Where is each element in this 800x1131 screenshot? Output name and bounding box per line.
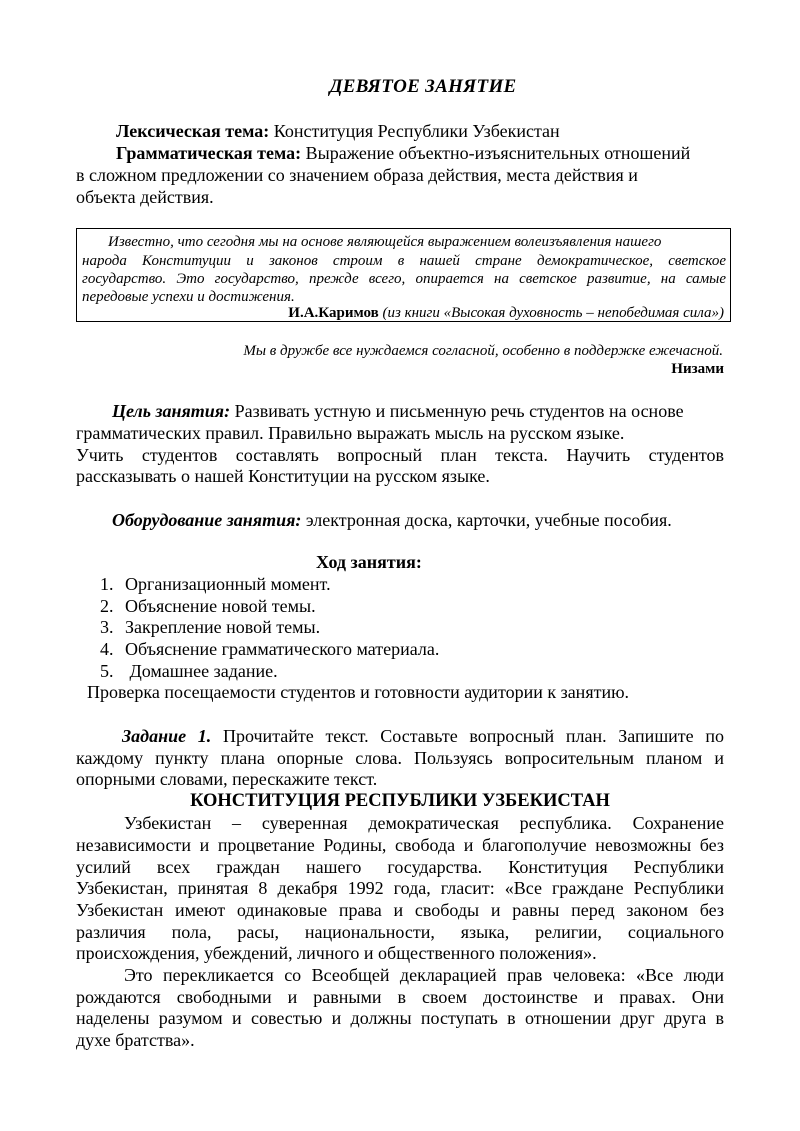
lexical-theme	[116, 121, 560, 143]
paragraph-line: Узбекистан имеют одинаковые права и свободы и равны перед законом без	[76, 900, 724, 920]
epigraph-author: Низами	[671, 361, 724, 377]
task-1	[122, 726, 724, 748]
grammar-theme-line3: объекта действия.	[76, 187, 214, 207]
list-item: Объяснение новой темы.	[125, 596, 316, 616]
list-item: Закрепление новой темы.	[125, 617, 321, 637]
paragraph-line: происхождения, убеждений, личного и общественного положения».	[76, 943, 597, 963]
lesson-equipment-text: электронная доска, карточки, учебные пособия.	[305, 510, 672, 530]
paragraph-line: духе братства».	[76, 1030, 195, 1050]
list-number: 3.	[100, 617, 114, 637]
lesson-equipment-label: Оборудование занятия:	[112, 510, 302, 530]
paragraph-line: независимости и процветание Родины, свобода и благополучие невозможны без	[76, 835, 724, 855]
task-1-label: Задание 1.	[122, 726, 212, 746]
grammar-theme-line1: Выражение объектно-изъяснительных отношений	[305, 143, 691, 163]
quote-line: государство. Это государство, прежде всего, опирается на светское развитие, на самые	[82, 271, 726, 287]
lesson-goal-line3: Учить студентов составлять вопросный план текста. Научить студентов	[76, 445, 724, 465]
grammar-theme-line2: в сложном предложении со значением образа действия, места действия и	[76, 165, 638, 185]
task-1-line3: опорными словами, перескажите текст.	[76, 769, 378, 789]
paragraph-line: усилий всех граждан нашего государства. Конституция Республики	[76, 857, 724, 877]
page-title: ДЕВЯТОЕ ЗАНЯТИЕ	[329, 76, 517, 97]
text-title: КОНСТИТУЦИЯ РЕСПУБЛИКИ УЗБЕКИСТАН	[190, 791, 610, 811]
list-number: 5.	[100, 661, 114, 681]
list-number: 2.	[100, 596, 114, 616]
lexical-theme-label: Лексическая тема:	[116, 121, 270, 141]
list-item: Объяснение грамматического материала.	[125, 639, 440, 659]
quote-author: И.А.Каримов	[288, 305, 379, 321]
paragraph-line: наделены разумом и совестью и должны поступать в отношении друг друга в	[76, 1008, 724, 1028]
quote-box	[76, 228, 731, 322]
quote-source: (из книги «Высокая духовность – непобедимая сила»)	[382, 305, 724, 321]
list-number: 1.	[100, 574, 114, 594]
lesson-goal-line1: Развивать устную и письменную речь студентов на основе	[234, 401, 684, 421]
paragraph-line: Узбекистан – суверенная демократическая республика. Сохранение	[124, 813, 724, 833]
task-1-line2: каждому пункту плана опорные слова. Пользуясь вопросительным планом и	[76, 748, 724, 768]
list-item: Организационный момент.	[125, 574, 331, 594]
grammar-theme	[116, 143, 690, 165]
attendance-note: Проверка посещаемости студентов и готовности аудитории к занятию.	[87, 682, 630, 702]
task-1-line1: Прочитайте текст. Составьте вопросный план. Запишите по	[222, 726, 724, 746]
quote-line: народа Конституции и законов строим в нашей стране демократическое, светское	[82, 253, 726, 269]
lexical-theme-text: Конституция Республики Узбекистан	[273, 121, 560, 141]
lesson-goal	[112, 401, 684, 423]
quote-line: передовые успехи и достижения.	[82, 289, 295, 305]
lesson-goal-line2: грамматических правил. Правильно выражать мысль на русском языке.	[76, 423, 625, 443]
lesson-equipment	[112, 510, 672, 532]
quote-attribution	[288, 304, 724, 322]
paragraph-line: различия пола, расы, национальности, языка, религии, социального	[76, 922, 724, 942]
quote-line: Известно, что сегодня мы на основе являющейся выражением волеизъявления нашего	[108, 234, 662, 250]
course-heading: Ход занятия:	[316, 552, 422, 572]
paragraph-line: Это перекликается со Всеобщей декларацией прав человека: «Все люди	[124, 965, 724, 985]
epigraph-text: Мы в дружбе все нуждаемся согласной, особенно в поддержке ежечасной.	[243, 343, 723, 359]
list-number: 4.	[100, 639, 114, 659]
paragraph-line: Узбекистан, принятая 8 декабря 1992 года, гласит: «Все граждане Республики	[76, 878, 724, 898]
grammar-theme-label: Грамматическая тема:	[116, 143, 302, 163]
list-item: Домашнее задание.	[125, 661, 278, 681]
paragraph-line: рождаются свободными и равными в своем достоинстве и правах. Они	[76, 987, 724, 1007]
lesson-goal-label: Цель занятия:	[112, 401, 231, 421]
lesson-goal-line4: рассказывать о нашей Конституции на русском языке.	[76, 466, 490, 486]
